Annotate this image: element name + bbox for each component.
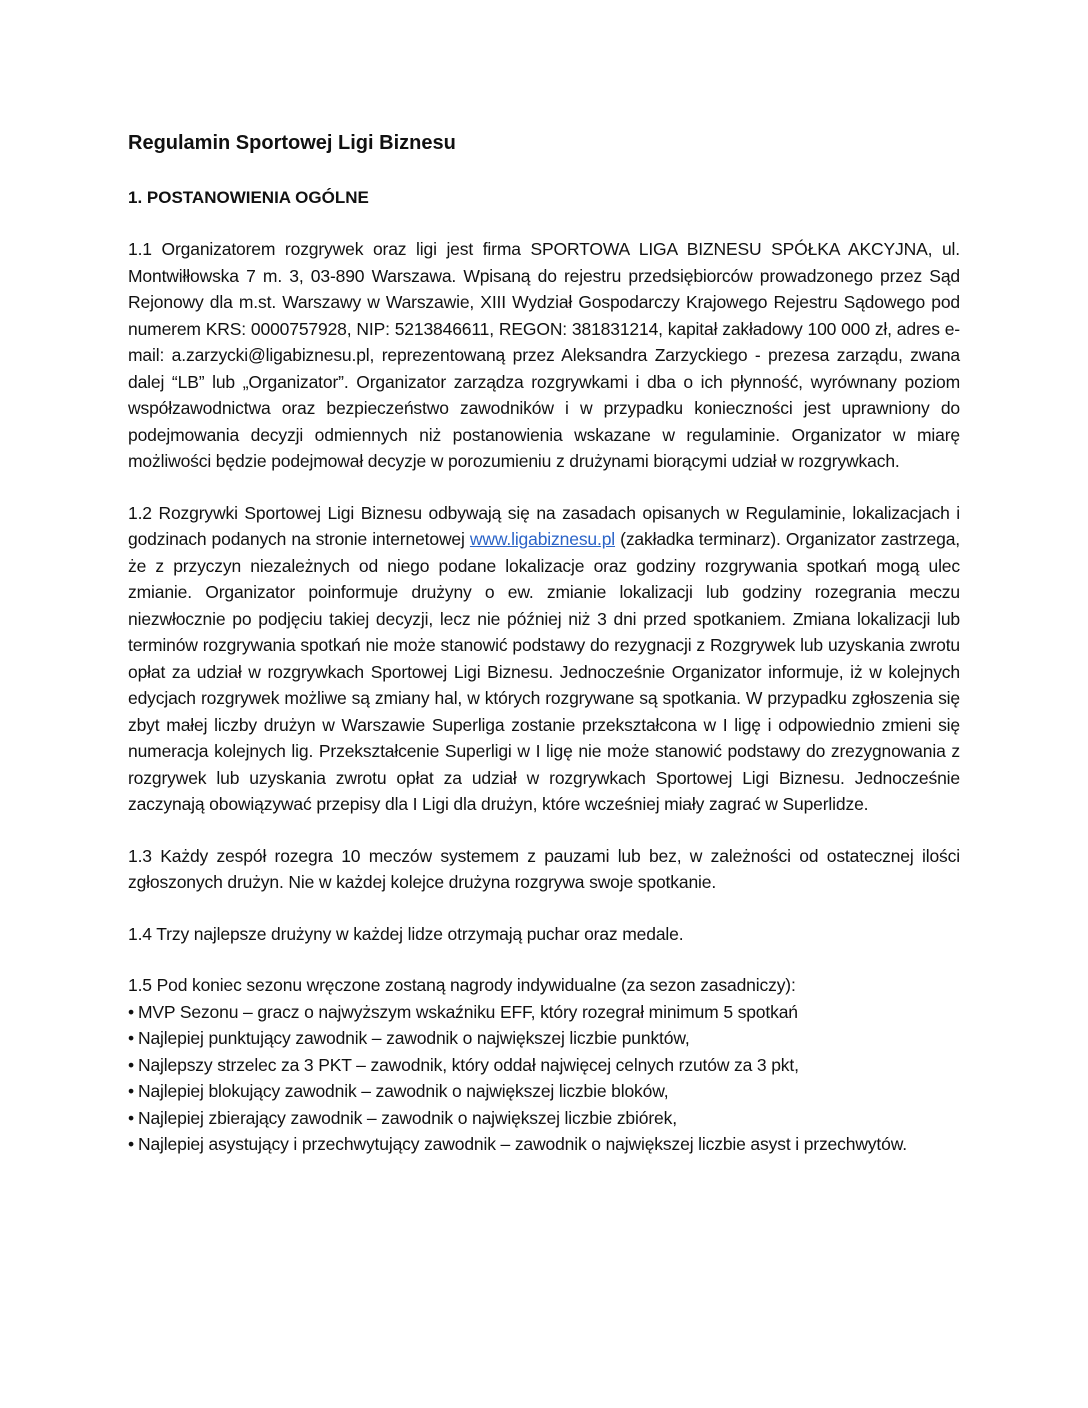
award-text: Najlepiej zbierający zawodnik – zawodnik o największej liczbie zbiórek, (137, 1107, 677, 1128)
bullet-icon: • (128, 1081, 134, 1101)
bullet-icon: • (128, 1107, 134, 1128)
list-item (128, 1025, 960, 1052)
paragraph-1-2-text-start: 1.2 Rozgrywki Sportowej Ligi Biznesu odbywają się na zasadach opisanych w Regulaminie, lokalizacjach i godzinach podanych na stronie internetowej (128, 502, 960, 549)
awards-list (128, 999, 960, 1158)
paragraph-1-3: 1.3 Każdy zespół rozegra 10 meczów systemem z pauzami lub bez, w zależności od ostatecznej ilości zgłoszonych drużyn. Nie w każdej kolejce drużyna rozgrywa swoje spotkanie. (128, 845, 960, 892)
bullet-icon: • (128, 1028, 134, 1048)
bullet-icon: • (128, 1134, 134, 1154)
section-heading: 1. POSTANOWIENIA OGÓLNE (128, 188, 369, 207)
list-item (128, 1052, 960, 1079)
paragraph-1-1: 1.1 Organizatorem rozgrywek oraz ligi jest firma SPORTOWA LIGA BIZNESU SPÓŁKA AKCYJNA, ul. Montwiłłowska 7 m. 3, 03-890 Warszawa. Wpisaną do rejestru przedsiębiorców prowadzonego przez Sąd Rejonowy dla m.st. Warszawy w Warszawie, XIII Wydział Gospodarczy Krajowego Rejestru Sądowego pod numerem KRS: 0000757928, NIP: 5213846611, REGON: 381831214, kapitał zakładowy 100 000 zł, adres e-mail: a.zarzycki@ligabiznesu.pl, reprezentowaną przez Aleksandra Zarzyckiego - prezesa zarządu, zwana dalej “LB” lub „Organizator”. Organizator zarządza rozgrywkami i dba o ich płynność, wyrównany poziom współzawodnictwa oraz bezpieczeństwo zawodników i w przypadku konieczności jest uprawniony do podejmowania decyzji odmiennych niż postanowienia wskazane w regulaminie. Organizator w miarę możliwości będzie podejmował decyzje w porozumieniu z drużynami biorącymi udział w rozgrywkach. (128, 239, 960, 471)
list-item (128, 1105, 960, 1132)
website-link[interactable]: www.ligabiznesu.pl (469, 529, 616, 549)
award-text: Najlepiej asystujący i przechwytujący zawodnik – zawodnik o największej liczbie asyst i przechwytów. (137, 1134, 907, 1154)
award-text: Najlepszy strzelec za 3 PKT – zawodnik, który oddał najwięcej celnych rzutów za 3 pkt, (137, 1054, 799, 1075)
paragraph-1-4: 1.4 Trzy najlepsze drużyny w każdej lidze otrzymają puchar oraz medale. (128, 923, 684, 944)
list-item (128, 1078, 960, 1105)
award-text: Najlepiej blokujący zawodnik – zawodnik o największej liczbie bloków, (137, 1081, 669, 1101)
award-text: MVP Sezonu – gracz o najwyższym wskaźniku EFF, który rozegrał minimum 5 spotkań (137, 1001, 798, 1022)
bullet-icon: • (128, 1054, 134, 1075)
document-body (128, 130, 960, 1158)
list-item (128, 999, 960, 1026)
paragraph-1-5: 1.5 Pod koniec sezonu wręczone zostaną nagrody indywidualne (za sezon zasadniczy): (128, 975, 796, 995)
list-item (128, 1131, 960, 1158)
award-text: Najlepiej punktujący zawodnik – zawodnik o największej liczbie punktów, (137, 1028, 690, 1048)
paragraph-1-2-text-end: (zakładka terminarz). Organizator zastrzega, że z przyczyn niezależnych od niego podane lokalizacje oraz godziny rozgrywania spotkań mogą ulec zmianie. Organizator poinformuje drużyny o ew. zmianie lokalizacji lub godziny rozegrania meczu niezwłocznie po podjęciu takiej decyzji, lecz nie później niż 3 dni przed spotkaniem. Zmiana lokalizacji lub terminów rozgrywania spotkań nie może stanowić podstawy do rezygnacji z Rozgrywek lub uzyskania zwrotu opłat za udział w rozgrywkach Sportowej Ligi Biznesu. Jednocześnie Organizator informuje, iż w kolejnych edycjach rozgrywek możliwe są zmiany hal, w których rozgrywane są spotkania. W przypadku zgłoszenia się zbyt małej liczby drużyn w Warszawie Superliga zostanie przekształcona w I ligę i odpowiednio zmieni się numeracja kolejnych lig. Przekształcenie Superligi w I ligę nie może stanowić podstawy do zrezygnowania z rozgrywek lub uzyskania zwrotu opłat za udział w rozgrywkach Sportowej Ligi Biznesu. Jednocześnie zaczynają obowiązywać przepisy dla I Ligi dla drużyn, które wcześniej miały zagrać w Superlidze. (128, 529, 960, 814)
document-title: Regulamin Sportowej Ligi Biznesu (128, 132, 456, 154)
bullet-icon: • (128, 1001, 134, 1022)
paragraph-1-2 (128, 500, 960, 818)
